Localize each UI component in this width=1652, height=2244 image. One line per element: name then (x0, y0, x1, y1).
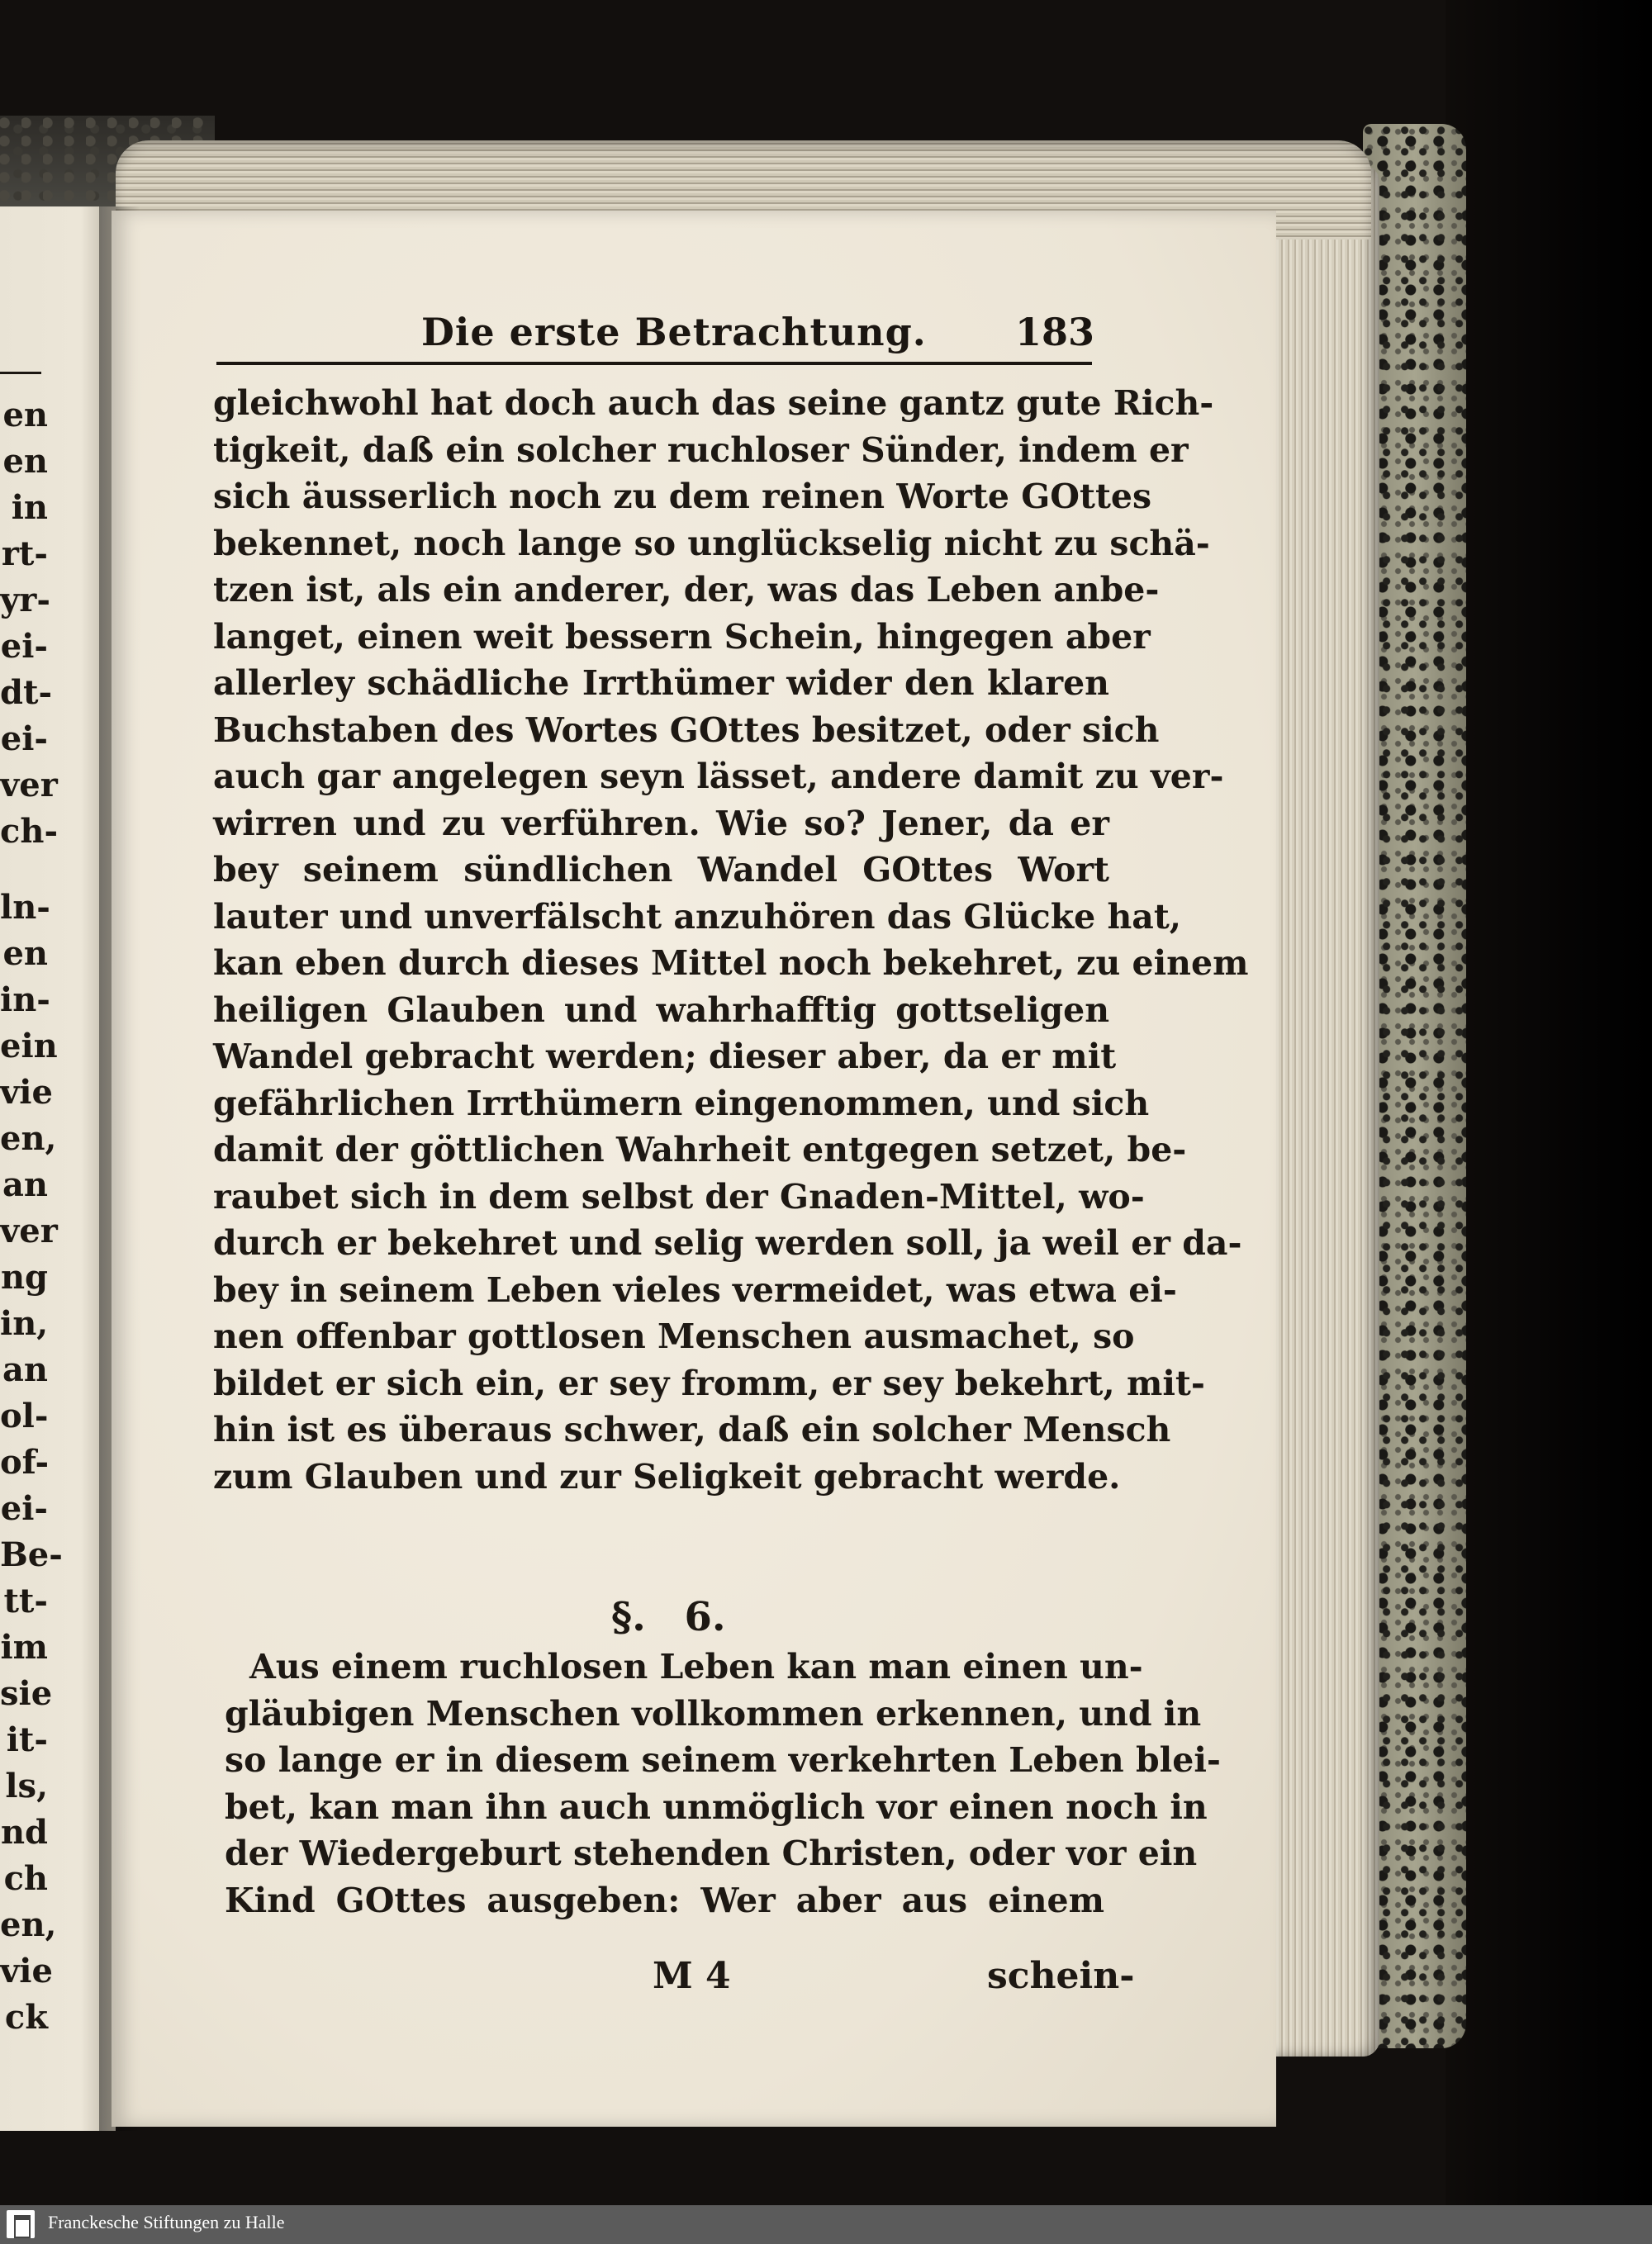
left-line-fragment: in, (0, 1304, 49, 1343)
footer-bar (0, 2205, 1652, 2244)
main-text-block (213, 380, 1249, 1500)
footer-institution-name[interactable]: Franckesche Stiftungen zu Halle (48, 2212, 285, 2232)
left-line-fragment: ng (0, 1258, 48, 1297)
left-line-fragment: yr- (0, 581, 50, 619)
left-line-fragment: ck (4, 1998, 48, 2037)
text-line: auch gar angelegen seyn lässet, andere damit zu ver- (213, 757, 1224, 796)
left-page-header-rule (0, 372, 41, 374)
text-line: gefährlichen Irrthümern eingenommen, und sich (213, 1083, 1150, 1123)
left-line-fragment: tt- (3, 1582, 48, 1620)
left-page-rule-gap (0, 855, 48, 885)
text-line: wirren und zu verführen. Wie so? Jener, da er (213, 803, 1109, 843)
text-line: Wandel gebracht werden; dieser aber, da er mit (213, 1037, 1117, 1076)
left-line-fragment: rt- (1, 534, 48, 573)
text-line: so lange er in diesem seinem verkehrten Leben blei- (225, 1740, 1221, 1780)
text-line: langet, einen weit bessern Schein, hingegen aber (213, 616, 1151, 657)
left-line-fragment: ch- (0, 812, 59, 851)
left-line-fragment: it- (6, 1720, 48, 1759)
left-line-fragment: dt- (0, 673, 53, 712)
text-line: zum Glauben und zur Seligkeit gebracht werde. (213, 1456, 1121, 1497)
catchword: schein- (987, 1955, 1135, 1997)
text-line: bet, kan man ihn auch unmöglich vor einen noch in (225, 1786, 1208, 1827)
header-rule (216, 362, 1092, 365)
text-line: lauter und unverfälscht anzuhören das Glücke hat, (213, 896, 1182, 937)
text-line: hin ist es überaus schwer, daß ein solcher Mensch (213, 1410, 1171, 1449)
left-line-fragment: ln- (0, 888, 50, 927)
page-header (421, 310, 1094, 368)
left-line-fragment: en (2, 396, 48, 434)
left-line-fragment: Be- (0, 1535, 63, 1574)
text-line: gleichwohl hat doch auch das seine gantz gute Rich- (213, 383, 1214, 423)
left-line-fragment: en, (0, 1905, 57, 1944)
text-line: bey in seinem Leben vieles vermeidet, was etwa ei- (213, 1269, 1177, 1310)
left-line-fragment: vie (0, 1952, 53, 1990)
left-line-fragment: en (2, 934, 48, 973)
page-fore-edge (1272, 165, 1379, 2057)
section-6-text-block (225, 1644, 1221, 1924)
text-line: bildet er sich ein, er sey fromm, er sey bekehrt, mit- (213, 1363, 1205, 1403)
left-line-fragment: en, (0, 1119, 57, 1158)
text-line: raubet sich in dem selbst der Gnaden-Mittel, wo- (213, 1176, 1145, 1217)
text-line: Buchstaben des Wortes GOttes besitzet, oder sich (213, 709, 1160, 750)
dark-background (1446, 0, 1652, 2205)
left-line-fragment: ei- (0, 719, 48, 758)
left-line-fragment: ch (3, 1859, 48, 1898)
running-title: Die erste Betrachtung. (421, 310, 927, 354)
left-line-fragment: im (0, 1628, 48, 1667)
text-line: Aus einem ruchlosen Leben kan man einen un- (249, 1647, 1143, 1687)
text-line: nen offenbar gottlosen Menschen ausmachet, so (213, 1317, 1135, 1356)
left-line-fragment: nd (0, 1813, 48, 1852)
text-line: bey seinem sündlichen Wandel GOttes Wort (213, 850, 1109, 890)
text-line: der Wiedergeburt stehenden Christen, oder vor ein (225, 1834, 1198, 1873)
text-line: Kind GOttes ausgeben: Wer aber aus einem (225, 1880, 1104, 1920)
text-line: gläubigen Menschen vollkommen erkennen, und in (225, 1693, 1202, 1734)
text-line: kan eben durch dieses Mittel noch bekehret, zu einem (213, 943, 1249, 983)
left-line-fragment: in- (0, 980, 50, 1019)
signature-mark: M 4 (653, 1955, 731, 1997)
text-line: allerley schädliche Irrthümer wider den klaren (213, 663, 1109, 703)
left-line-fragment: vie (0, 1073, 53, 1112)
text-line: sich äusserlich noch zu dem reinen Worte GOttes (213, 477, 1152, 516)
left-line-fragment: ol- (0, 1397, 49, 1435)
text-line: tzen ist, als ein anderer, der, was das Leben anbe- (213, 570, 1160, 610)
left-line-fragment: in (11, 488, 48, 527)
section-heading: §. 6. (611, 1594, 726, 1640)
left-page-line-fragments (0, 392, 63, 2041)
institution-logo-icon[interactable] (7, 2210, 35, 2238)
left-line-fragment: ver (0, 766, 58, 804)
text-line: damit der göttlichen Wahrheit entgegen setzet, be- (213, 1130, 1187, 1169)
left-line-fragment: ein (0, 1027, 58, 1065)
text-line: tigkeit, daß ein solcher ruchloser Sünder, indem er (213, 429, 1189, 470)
left-line-fragment: an (2, 1350, 48, 1389)
left-line-fragment: an (2, 1165, 48, 1204)
left-line-fragment: ls, (5, 1767, 48, 1805)
left-line-fragment: sie (0, 1674, 53, 1713)
text-line: durch er bekehret und selig werden soll, ja weil er da- (213, 1223, 1242, 1263)
text-line: heiligen Glauben und wahrhafftig gottseligen (213, 989, 1109, 1030)
page-number: 183 (1014, 310, 1094, 354)
text-line: bekennet, noch lange so unglückselig nicht zu schä- (213, 523, 1210, 563)
left-line-fragment: ei- (0, 627, 48, 666)
left-line-fragment: of- (0, 1443, 50, 1482)
left-line-fragment: en (2, 442, 48, 481)
left-line-fragment: ver (0, 1212, 58, 1250)
left-line-fragment: ei- (0, 1489, 48, 1528)
